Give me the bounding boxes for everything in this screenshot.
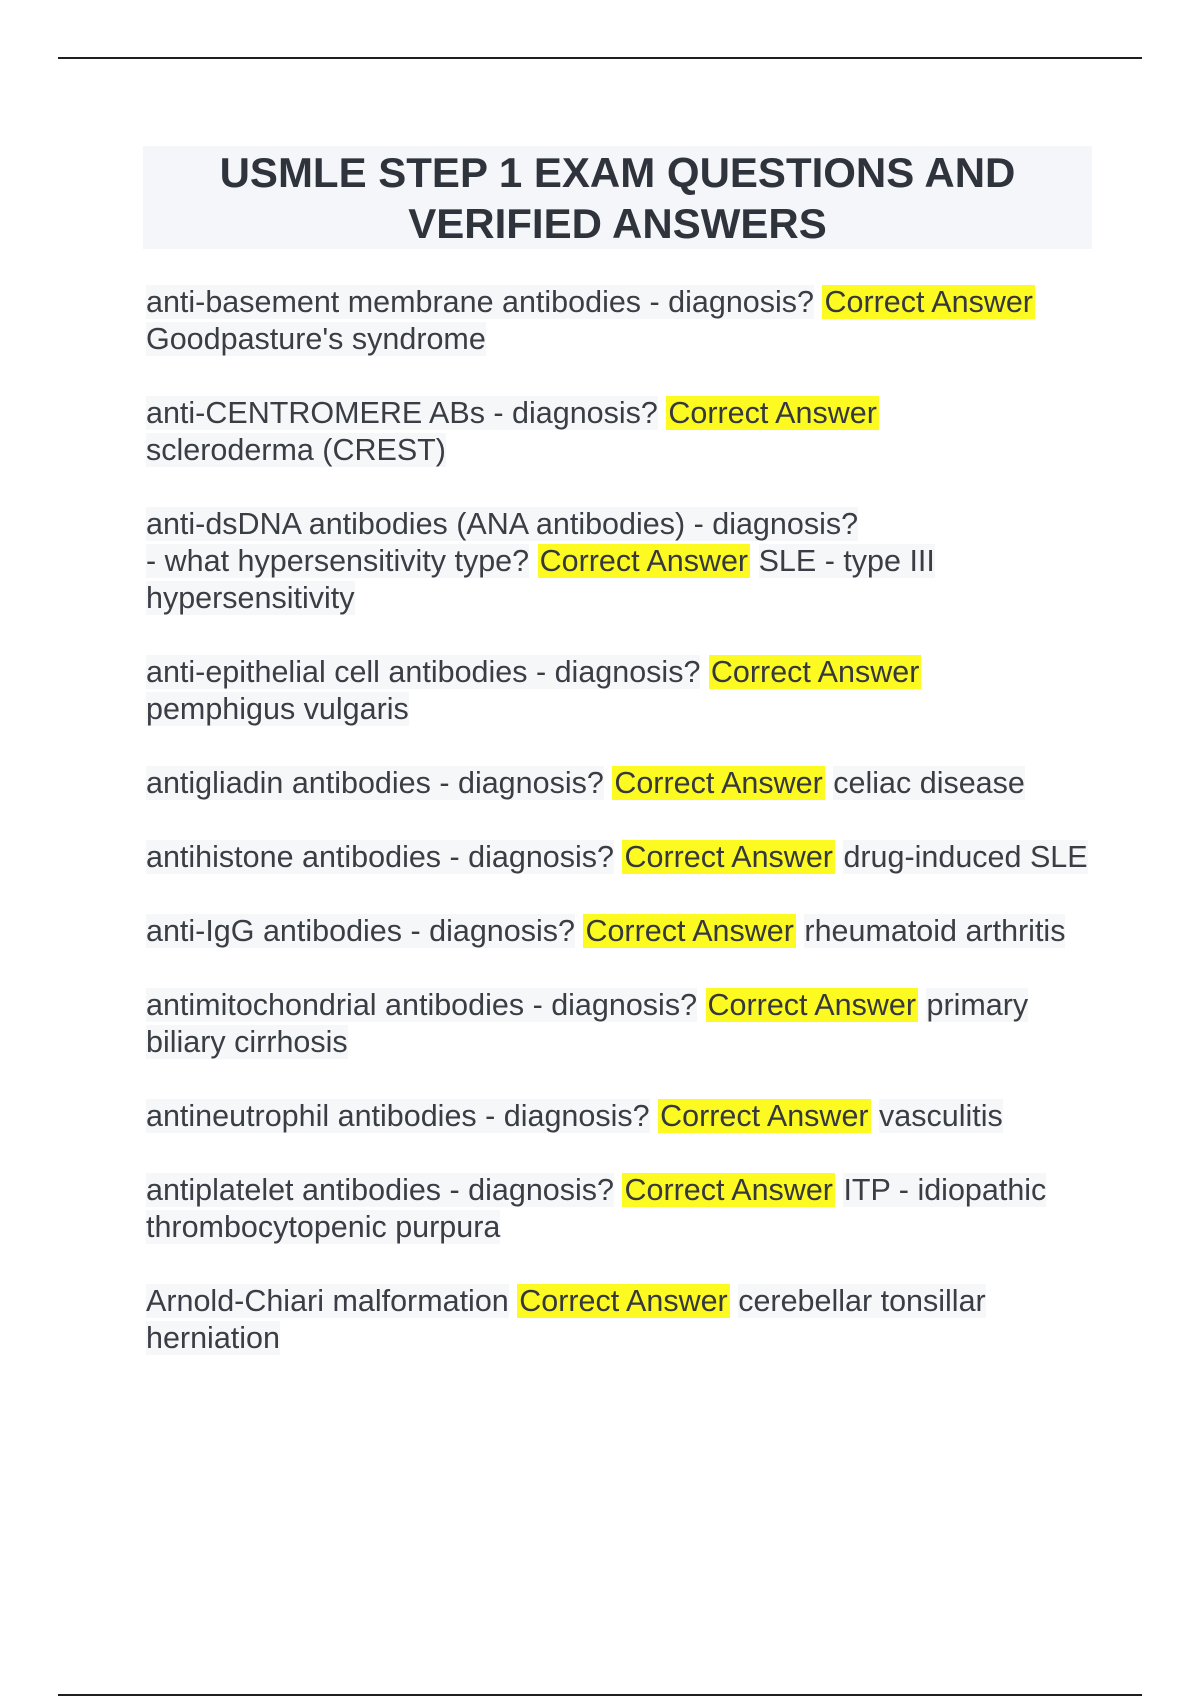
question-text: antiplatelet antibodies - diagnosis? [146,1173,614,1207]
correct-answer-highlight: Correct Answer [624,840,833,874]
qa-item [146,765,1096,802]
page-title: USMLE STEP 1 EXAM QUESTIONS AND VERIFIED ANSWERS [219,148,1016,247]
question-text: anti-IgG antibodies - diagnosis? [146,914,575,948]
question-text: Arnold-Chiari malformation [146,1284,509,1318]
qa-item [146,654,1096,728]
answer-text: vasculitis [879,1099,1003,1133]
qa-item [146,913,1096,950]
question-text: anti-CENTROMERE ABs - diagnosis? [146,396,658,430]
qa-item [146,1283,1096,1357]
question-text: anti-epithelial cell antibodies - diagnosis? [146,655,701,689]
qa-item [146,987,1096,1061]
answer-text: pemphigus vulgaris [146,692,409,726]
answer-text: SLE - type III hypersensitivity [146,544,935,615]
answer-text: drug-induced SLE [843,840,1088,874]
correct-answer-highlight: Correct Answer [519,1284,728,1318]
correct-answer-highlight: Correct Answer [539,544,749,578]
qa-item [146,284,1096,358]
title-banner [143,146,1092,249]
answer-text: rheumatoid arthritis [804,914,1066,948]
question-text-line2: - what hypersensitivity type? [146,544,530,578]
correct-answer-highlight: Correct Answer [710,655,920,689]
answer-text: ITP - idiopathic thrombocytopenic purpura [146,1173,1047,1244]
answer-text: Goodpasture's syndrome [146,322,486,356]
correct-answer-highlight: Correct Answer [660,1099,869,1133]
question-text: antihistone antibodies - diagnosis? [146,840,614,874]
answer-text: cerebellar tonsillar herniation [146,1284,986,1355]
question-text: antineutrophil antibodies - diagnosis? [146,1099,650,1133]
qa-item [146,1098,1096,1135]
answer-text: celiac disease [833,766,1025,800]
correct-answer-highlight: Correct Answer [668,396,877,430]
qa-list [146,284,1096,1394]
qa-item [146,395,1096,469]
question-text: anti-basement membrane antibodies - diagnosis? [146,285,814,319]
answer-text: scleroderma (CREST) [146,433,446,467]
question-text: antigliadin antibodies - diagnosis? [146,766,604,800]
qa-item [146,1172,1096,1246]
correct-answer-highlight: Correct Answer [624,1173,833,1207]
correct-answer-highlight: Correct Answer [585,914,794,948]
correct-answer-highlight: Correct Answer [707,988,916,1022]
qa-item [146,506,1096,617]
top-rule [58,57,1142,59]
qa-item [146,839,1096,876]
bottom-rule [58,1694,1142,1696]
answer-text: primary biliary cirrhosis [146,988,1029,1059]
question-text: anti-dsDNA antibodies (ANA antibodies) - diagnosis? [146,507,859,541]
question-text: antimitochondrial antibodies - diagnosis? [146,988,698,1022]
correct-answer-highlight: Correct Answer [824,285,1033,319]
correct-answer-highlight: Correct Answer [614,766,823,800]
